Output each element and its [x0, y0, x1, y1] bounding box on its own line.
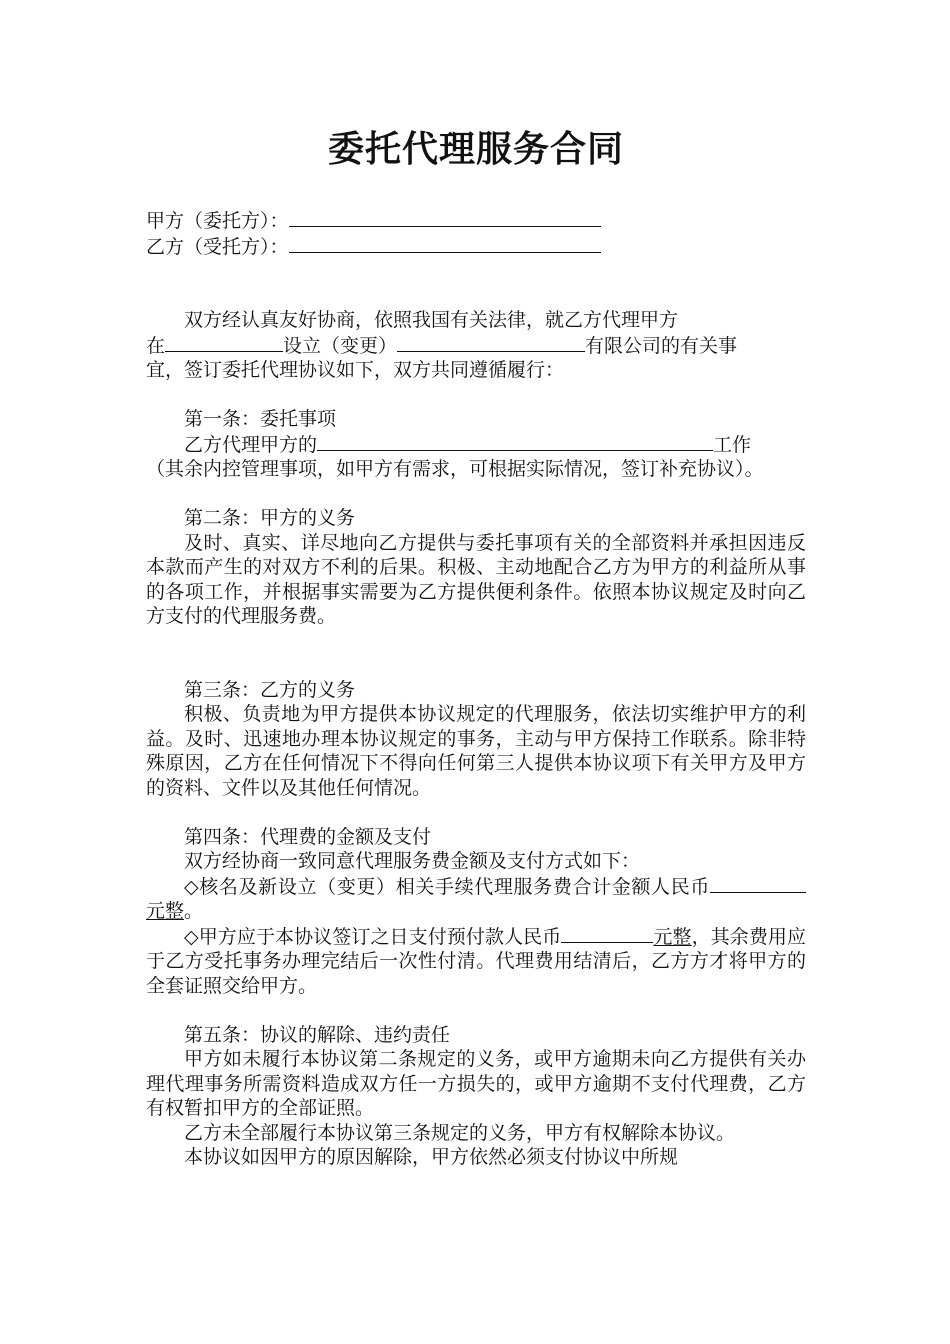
spacer [146, 482, 806, 507]
intro-part-3: 有限公司的有关事 [585, 334, 738, 357]
article-1-line-1 [146, 432, 806, 458]
spacer [146, 383, 806, 408]
article-4-item-1-unit: 元整 [146, 900, 185, 922]
party-b-blank[interactable] [289, 234, 601, 253]
article-4-item-1-text: ◇核名及新设立（变更）相关手续代理服务费合计金额人民币 [184, 875, 710, 898]
article-1-text-b: 工作 [713, 433, 752, 456]
article-4-text-1: 双方经协商一致同意代理服务费金额及支付方式如下： [184, 850, 641, 872]
article-4-item-2 [146, 924, 806, 999]
article-4-heading: 第四条：代理费的金额及支付 [184, 825, 432, 848]
party-a-blank[interactable] [289, 208, 601, 227]
article-2-text: 及时、真实、详尽地向乙方提供与委托事项有关的全部资料并承担因违反本款而产生的对双方不利的后果。积极、主动地配合乙方为甲方的利益所从事的各项工作，并根据事实需要为乙方提供便利条件。依照本协议规定及时向乙方支付的代理服务费。 [146, 531, 806, 627]
article-1-text-c: （其余内控管理事项，如甲方有需求，可根据实际情况，签订补充协议）。 [146, 458, 764, 480]
spacer [146, 800, 806, 825]
total-fee-blank[interactable] [710, 874, 806, 893]
location-blank[interactable] [165, 333, 283, 352]
party-a-label: 甲方（委托方）： [146, 210, 289, 232]
intro-line-3: 宜，签订委托代理协议如下，双方共同遵循履行： [146, 359, 565, 381]
article-5-text-1: 甲方如未履行本协议第二条规定的义务，或甲方逾期未向乙方提供有关办理代理事务所需资料造成双方任一方损失的，或甲方逾期不支付代理费，乙方有权暂扣甲方的全部证照。 [146, 1048, 806, 1119]
intro-line-2 [146, 333, 806, 359]
party-a-line [146, 208, 806, 234]
spacer [146, 629, 806, 678]
article-4-item-1-end: 。 [184, 900, 204, 922]
prepayment-blank[interactable] [561, 924, 653, 943]
article-5-heading: 第五条：协议的解除、违约责任 [184, 1023, 451, 1046]
intro-part-1: 在 [146, 334, 166, 357]
spacer [146, 259, 806, 308]
company-name-blank[interactable] [397, 333, 585, 352]
article-5-text-3: 本协议如因甲方的原因解除，甲方依然必须支付协议中所规 [184, 1146, 679, 1168]
entrusted-work-blank[interactable] [317, 432, 713, 451]
article-3-heading: 第三条：乙方的义务 [184, 678, 356, 701]
party-b-label: 乙方（受托方）： [146, 235, 289, 258]
intro-line-1: 双方经认真友好协商，依照我国有关法律，就乙方代理甲方 [184, 309, 679, 331]
intro-part-2: 设立（变更） [283, 334, 398, 357]
document-title: 委托代理服务合同 [327, 129, 624, 170]
article-4-item-2-unit: 元整 [653, 925, 692, 948]
article-1-text-a: 乙方代理甲方的 [184, 433, 318, 456]
article-3-text: 积极、负责地为甲方提供本协议规定的代理服务，依法切实维护甲方的利益。及时、迅速地办理本协议规定的事务，主动与甲方保持工作联系。除非特殊原因，乙方在任何情况下不得向任何第三人提供本协议项下有关甲方及甲方的资料、文件以及其他任何情况。 [146, 703, 806, 799]
article-5-text-2: 乙方未全部履行本协议第三条规定的义务，甲方有权解除本协议。 [184, 1121, 736, 1144]
article-4-item-2-text: ◇甲方应于本协议签订之日支付预付款人民币 [184, 925, 562, 948]
article-1-heading: 第一条：委托事项 [184, 408, 337, 430]
spacer [146, 998, 806, 1023]
article-4-item-2-rest: ，其余费用应于乙方受托事务办理完结后一次性付清。代理费用结清后，乙方方才将甲方的全套证照交给甲方。 [146, 925, 806, 997]
article-4-item-1 [146, 874, 806, 924]
article-2-heading: 第二条：甲方的义务 [184, 507, 356, 529]
party-b-line [146, 234, 806, 260]
